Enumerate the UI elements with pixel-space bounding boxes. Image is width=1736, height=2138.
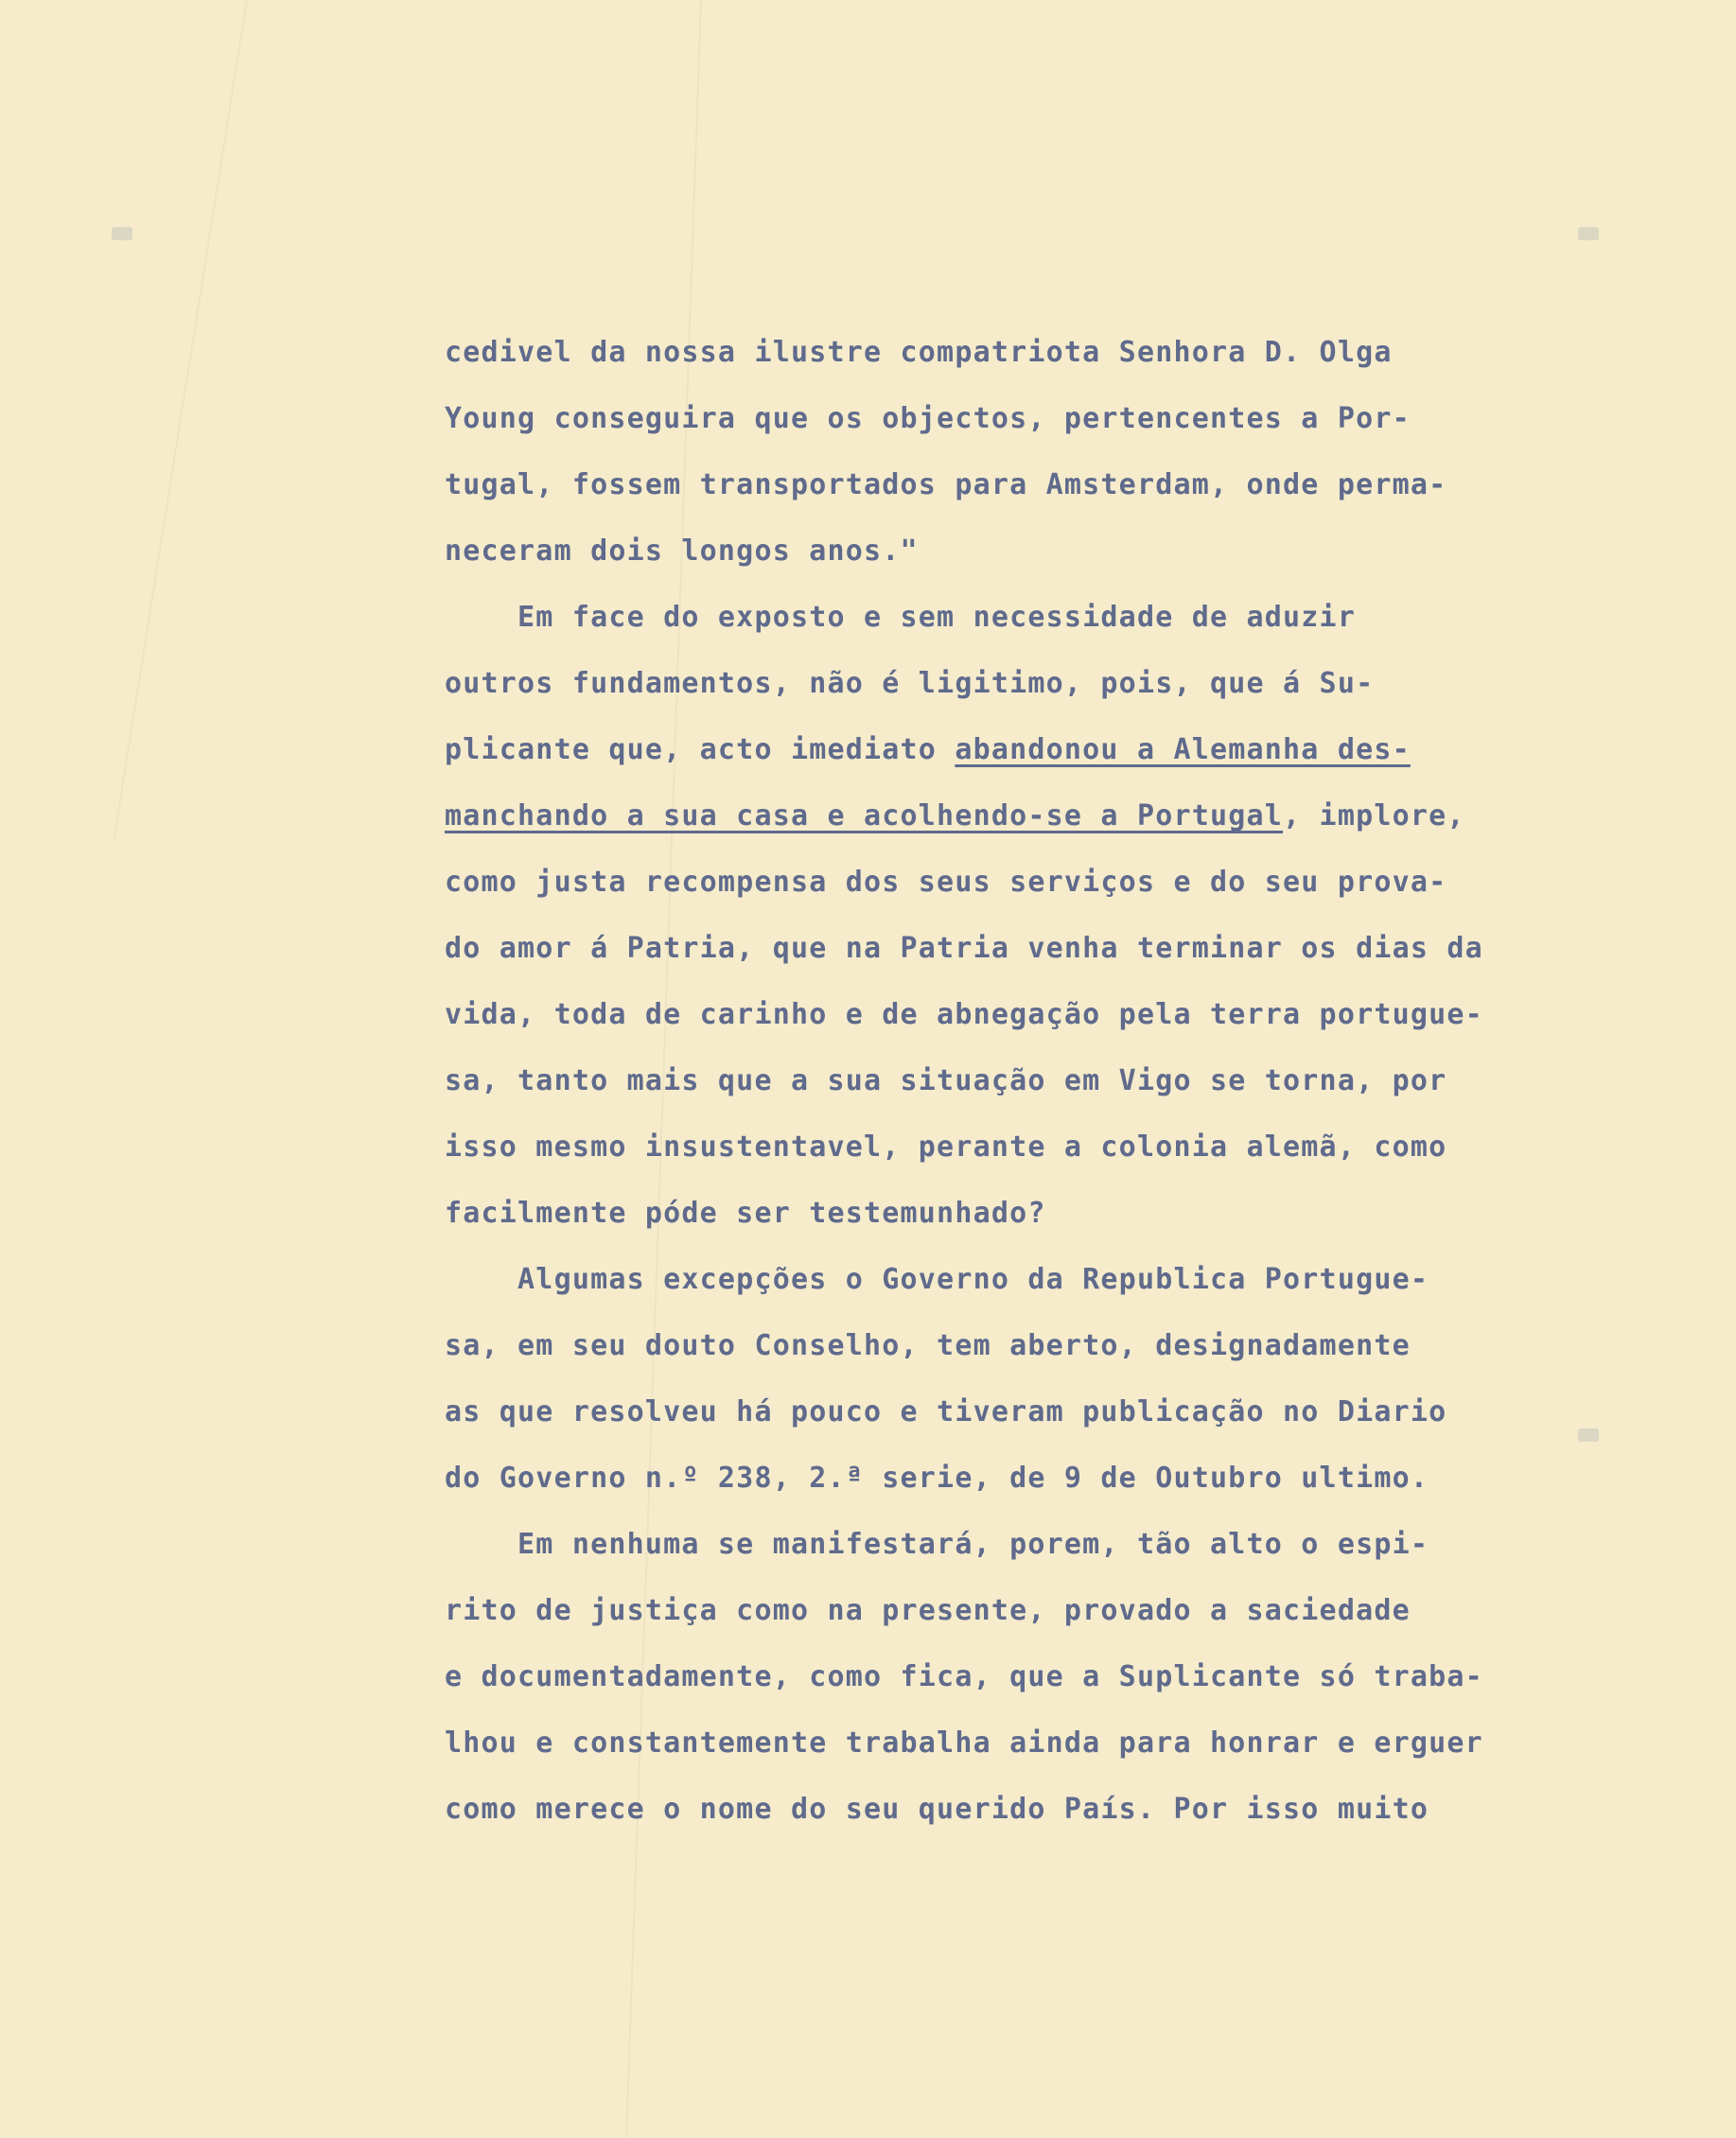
text-line	[445, 717, 1533, 783]
text-line: tugal, fossem transportados para Amsterdam, onde perma-	[445, 468, 1447, 501]
text-line: outros fundamentos, não é ligitimo, pois, que á Su-	[445, 667, 1375, 700]
line-text: plicante que, acto imediato	[445, 733, 956, 766]
underlined-text: manchando a sua casa e acolhendo-se a Portugal	[445, 799, 1284, 832]
text-line: isso mesmo insustentavel, perante a colonia alemã, como	[445, 1130, 1447, 1164]
text-line: e documentadamente, como fica, que a Suplicante só traba-	[445, 1660, 1483, 1693]
line-text: , implore,	[1283, 799, 1465, 832]
text-line: lhou e constantemente trabalha ainda para honrar e erguer	[445, 1726, 1483, 1760]
binding-mark	[112, 227, 132, 240]
text-line	[445, 783, 1533, 850]
text-line: como merece o nome do seu querido País. Por isso muito	[445, 1793, 1429, 1826]
paragraph-2	[445, 585, 1533, 1247]
text-line: Young conseguira que os objectos, pertencentes a Por-	[445, 402, 1411, 435]
text-line: as que resolveu há pouco e tiveram publicação no Diario	[445, 1395, 1447, 1428]
typewritten-text	[445, 320, 1533, 1843]
text-line: como justa recompensa dos seus serviços e do seu prova-	[445, 866, 1447, 899]
text-line: vida, toda de carinho e de abnegação pela terra portugue-	[445, 998, 1483, 1031]
paper-fold-line	[113, 0, 248, 841]
binding-mark	[1578, 227, 1599, 240]
paragraph-1	[445, 320, 1533, 585]
paragraph-3	[445, 1247, 1533, 1512]
text-line: Em nenhuma se manifestará, porem, tão alto o espi-	[445, 1528, 1429, 1561]
text-line: sa, tanto mais que a sua situação em Vigo se torna, por	[445, 1064, 1447, 1097]
text-line: Em face do exposto e sem necessidade de aduzir	[445, 601, 1357, 634]
paragraph-4	[445, 1512, 1533, 1843]
text-line: do amor á Patria, que na Patria venha terminar os dias da	[445, 932, 1483, 965]
text-line: do Governo n.º 238, 2.ª serie, de 9 de Outubro ultimo.	[445, 1462, 1429, 1495]
text-line: sa, em seu douto Conselho, tem aberto, designadamente	[445, 1329, 1411, 1362]
text-line: facilmente póde ser testemunhado?	[445, 1197, 1046, 1230]
underlined-text: abandonou a Alemanha des-	[955, 733, 1411, 766]
binding-mark	[1578, 1428, 1599, 1442]
text-line: cedivel da nossa ilustre compatriota Senhora D. Olga	[445, 336, 1393, 369]
text-line: Algumas excepções o Governo da Republica Portugue-	[445, 1263, 1429, 1296]
text-line: neceram dois longos anos."	[445, 534, 919, 568]
text-line: rito de justiça como na presente, provado a saciedade	[445, 1594, 1411, 1627]
